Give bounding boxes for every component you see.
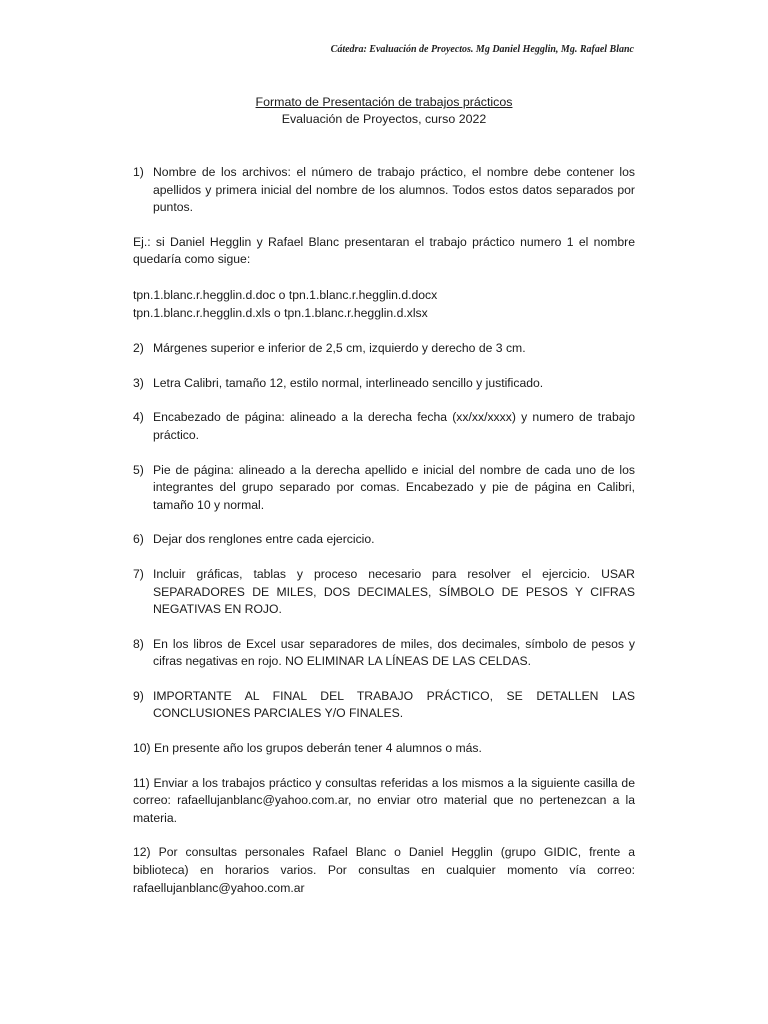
list-item-3 [133,375,635,393]
paragraph-12: 12) Por consultas personales Rafael Blanc o Daniel Hegglin (grupo GIDIC, frente a biblioteca) en horarios varios. Por consultas en cualquier momento vía correo: [133,845,635,878]
list-item-number: 5) [133,462,144,477]
list-item-7 [133,566,635,619]
list-item-5 [133,462,635,515]
list-item-number: 4) [133,410,144,425]
list-item-number: 1) [133,165,144,179]
document-body [133,164,635,897]
list-item-text: IMPORTANTE AL FINAL DEL TRABAJO PRÁCTICO, SE DETALLEN LAS CONCLUSIONES PARCIALES Y/O FINALES. [153,688,635,721]
list-item-text: En los libros de Excel usar separadores de miles, dos decimales, símbolo de pesos y cifras negativas en rojo. NO ELIMINAR LA LÍNEAS DE LAS CELDAS. [153,636,635,669]
list-item-6 [133,531,635,549]
list-item-number: 6) [133,532,144,547]
page-header: Cátedra: Evaluación de Proyectos. Mg Daniel Hegglin, Mg. Rafael Blanc [330,44,634,55]
list-item-2 [133,340,635,358]
contact-email: rafaellujanblanc@yahoo.com.ar [133,880,305,895]
example-paragraph: Ej.: si Daniel Hegglin y Rafael Blanc presentaran el trabajo práctico numero 1 el nombre quedaría como sigue: [133,234,635,267]
list-item-text: Nombre de los archivos: el número de trabajo práctico, el nombre debe contener los apellidos y primera inicial del nombre de los alumnos. Todos estos datos separados por puntos. [153,165,635,215]
list-item-number: 8) [133,636,144,651]
document-subtitle: Evaluación de Proyectos, curso 2022 [281,112,487,126]
paragraph-10: 10) En presente año los grupos deberán tener 4 alumnos o más. [133,741,482,756]
list-item-1 [133,164,635,217]
example-filename-xls: tpn.1.blanc.r.hegglin.d.xls o tpn.1.blanc.r.hegglin.d.xlsx [133,305,428,320]
list-item-number: 2) [133,341,144,356]
list-item-text: Encabezado de página: alineado a la derecha fecha (xx/xx/xxxx) y numero de trabajo práctico. [153,410,635,442]
list-item-4 [133,409,635,444]
document-title: Formato de Presentación de trabajos prácticos [255,95,513,109]
list-item-text: Letra Calibri, tamaño 12, estilo normal, interlineado sencillo y justificado. [153,375,544,390]
list-item-number: 7) [133,566,144,581]
example-filename-doc: tpn.1.blanc.r.hegglin.d.doc o tpn.1.blanc.r.hegglin.d.docx [133,287,438,302]
list-item-text: Dejar dos renglones entre cada ejercicio. [153,532,375,547]
paragraph-11: 11) Enviar a los trabajos práctico y consultas referidas a los mismos a la siguiente casilla de correo: rafaellujanblanc@yahoo.com.ar, no enviar otro material que no pertenezcan a la materia. [133,775,635,825]
list-item-8 [133,636,635,671]
list-item-text: Incluir gráficas, tablas y proceso necesario para resolver el ejercicio. USAR SEPARADORES DE MILES, DOS DECIMALES, SÍMBOLO DE PESOS Y CIFRAS NEGATIVAS EN ROJO. [153,566,635,617]
list-item-number: 9) [133,688,144,703]
list-item-text: Márgenes superior e inferior de 2,5 cm, izquierdo y derecho de 3 cm. [153,341,526,356]
title-block [133,94,635,128]
list-item-number: 3) [133,375,144,390]
list-item-9 [133,688,635,723]
list-item-text: Pie de página: alineado a la derecha apellido e inicial del nombre de cada uno de los integrantes del grupo separado por comas. Encabezado y pie de página en Calibri, tamaño 10 y normal. [153,462,635,512]
